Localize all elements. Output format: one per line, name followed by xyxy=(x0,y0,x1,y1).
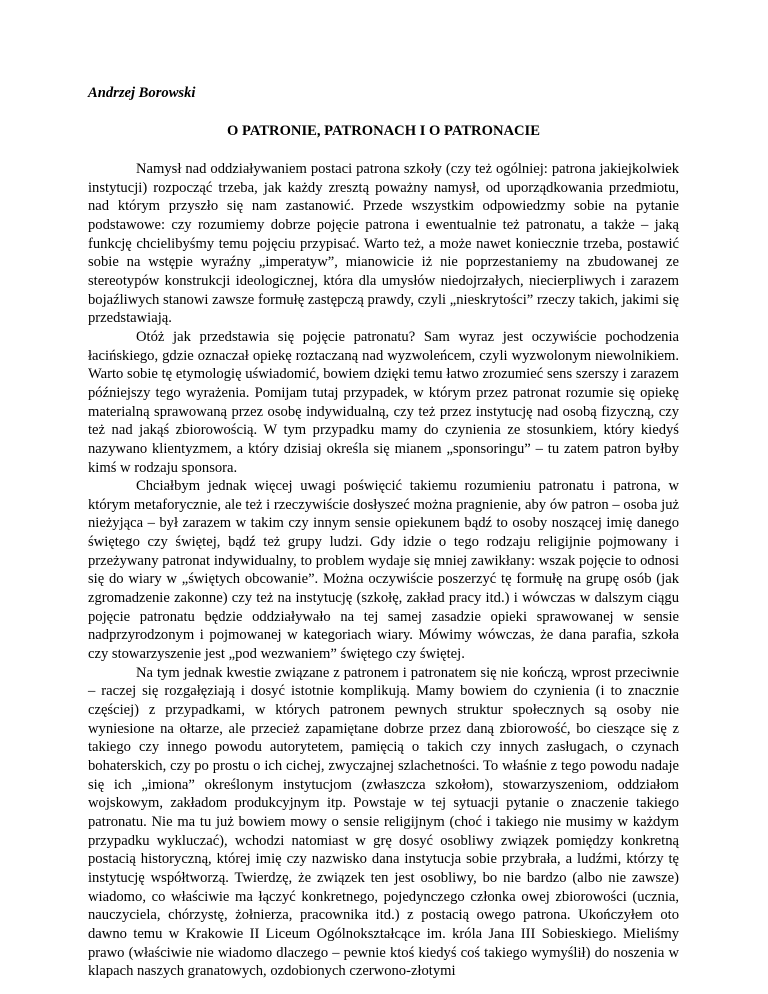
paragraph: Otóż jak przedstawia się pojęcie patronatu? Sam wyraz jest oczywiście pochodzenia łacińskiego, gdzie oznaczał opiekę roztaczaną nad wyzwoleńcem, czyli wyzwolonym niewolnikiem. Warto sobie tę etymologię uświadomić, bowiem dzięki temu łatwo zrozumieć sens szerszy i zarazem późniejszy tego wyrażenia. Pomijam tutaj przypadek, w którym przez patronat rozumie się opiekę materialną sprawowaną przez osobę indywidualną, czy też przez instytucję nad osobą fizyczną, czy też nad jakąś zbiorowością. W tym przypadku mamy do czynienia ze stosunkiem, który kiedyś nazywano klientyzmem, a który dzisiaj określa się mianem „sponsoringu” – tu zatem patron byłby kimś w rodzaju sponsora. xyxy=(88,328,679,476)
author-name: Andrzej Borowski xyxy=(88,85,196,101)
document-page xyxy=(88,84,679,981)
paragraph: Na tym jednak kwestie związane z patronem i patronatem się nie kończą, wprost przeciwnie – raczej się rozgałęziają i dosyć istotnie komplikują. Mamy bowiem do czynienia (i to znacznie częściej) z przypadkami, w których patronem pewnych struktur społecznych są osoby nie wyniesione na ołtarze, ale przecież zapamiętane dobrze przez daną zbiorowość, bo cieszące się z takiego czy innego powodu autorytetem, pamięcią o takich czy innych zasługach, o czynach bohaterskich, czy po prostu o ich cichej, zwyczajnej szlachetności. To właśnie z tego powodu nadaje się ich „imiona” określonym instytucjom (zwłaszcza szkołom), stowarzyszeniom, oddziałom wojskowym, zakładom produkcyjnym itp. Powstaje w tej sytuacji pytanie o znaczenie takiego patronatu. Nie ma tu już bowiem mowy o sensie religijnym (choć i takiego nie musimy w każdym przypadku wykluczać), wchodzi natomiast w grę dosyć osobliwy związek pomiędzy konkretną postacią historyczną, której imię czy nazwisko dana instytucja sobie przybrała, a ludźmi, którzy tę instytucję współtworzą. Twierdzę, że związek ten jest osobliwy, bo nie bardzo (albo nie zawsze) wiadomo, co właściwie ma łączyć konkretnego, pojedynczego członka owej zbiorowości (ucznia, nauczyciela, chórzystę, żołnierza, pracownika itd.) z postacią owego patrona. Ukończyłem oto dawno temu w Krakowie II Liceum Ogólnokształcące im. króla Jana III Sobieskiego. Mieliśmy prawo (właściwie nie wiadomo dlaczego – pewnie ktoś kiedyś coś takiego wymyślił) do noszenia w klapach naszych granatowych, ozdobionych czerwono-złotymi xyxy=(88,664,679,980)
article-title: O PATRONIE, PATRONACH I O PATRONACIE xyxy=(227,123,540,139)
paragraph: Namysł nad oddziaływaniem postaci patrona szkoły (czy też ogólniej: patrona jakiejkolwiek instytucji) rozpocząć trzeba, jak każdy zresztą poważny namysł, od uporządkowania przedmiotu, nad którym przyszło się nam zastanowić. Przede wszystkim odpowiedzmy sobie na pytanie podstawowe: czy rozumiemy dobrze pojęcie patrona i ewentualnie też patronatu, a także – jaką funkcję chcielibyśmy temu pojęciu przypisać. Warto też, a może nawet koniecznie trzeba, postawić sobie na wstępie wyraźny „imperatyw”, mianowicie iż nie poprzestaniemy na zbudowanej ze stereotypów konstrukcji ideologicznej, która dla umysłów niedojrzałych, niecierpliwych i zarazem bojaźliwych stanowi zawsze formułę zastępczą prawdy, czyli „nieskrytości” rzeczy takich, jakimi się przedstawiają. xyxy=(88,161,679,327)
paragraph: Chciałbym jednak więcej uwagi poświęcić takiemu rozumieniu patronatu i patrona, w którym metaforycznie, ale też i rzeczywiście dosłyszeć można pragnienie, aby ów patron – osoba już nieżyjąca – był zarazem w takim czy innym sensie opiekunem bądź to osoby noszącej imię danego świętego czy świętej, bądź też grupy ludzi. Gdy idzie o tego rodzaju religijnie pojmowany i przeżywany patronat indywidualny, to problem wydaje się mniej zawikłany: wszak pojęcie to odnosi się do wiary w „świętych obcowanie”. Można oczywiście poszerzyć tę formułę na grupę osób (jak zgromadzenie zakonne) czy też na instytucję (szkołę, zakład pracy itd.) i wówczas w dalszym ciągu pojęcie patronatu będzie oddziaływało na tej samej zasadzie opieki sprawowanej w sensie nadprzyrodzonym i pojmowanej w kategoriach wiary. Mówimy wówczas, że dana parafia, szkoła czy stowarzyszenie jest „pod wezwaniem” świętego czy świętej. xyxy=(88,478,679,663)
